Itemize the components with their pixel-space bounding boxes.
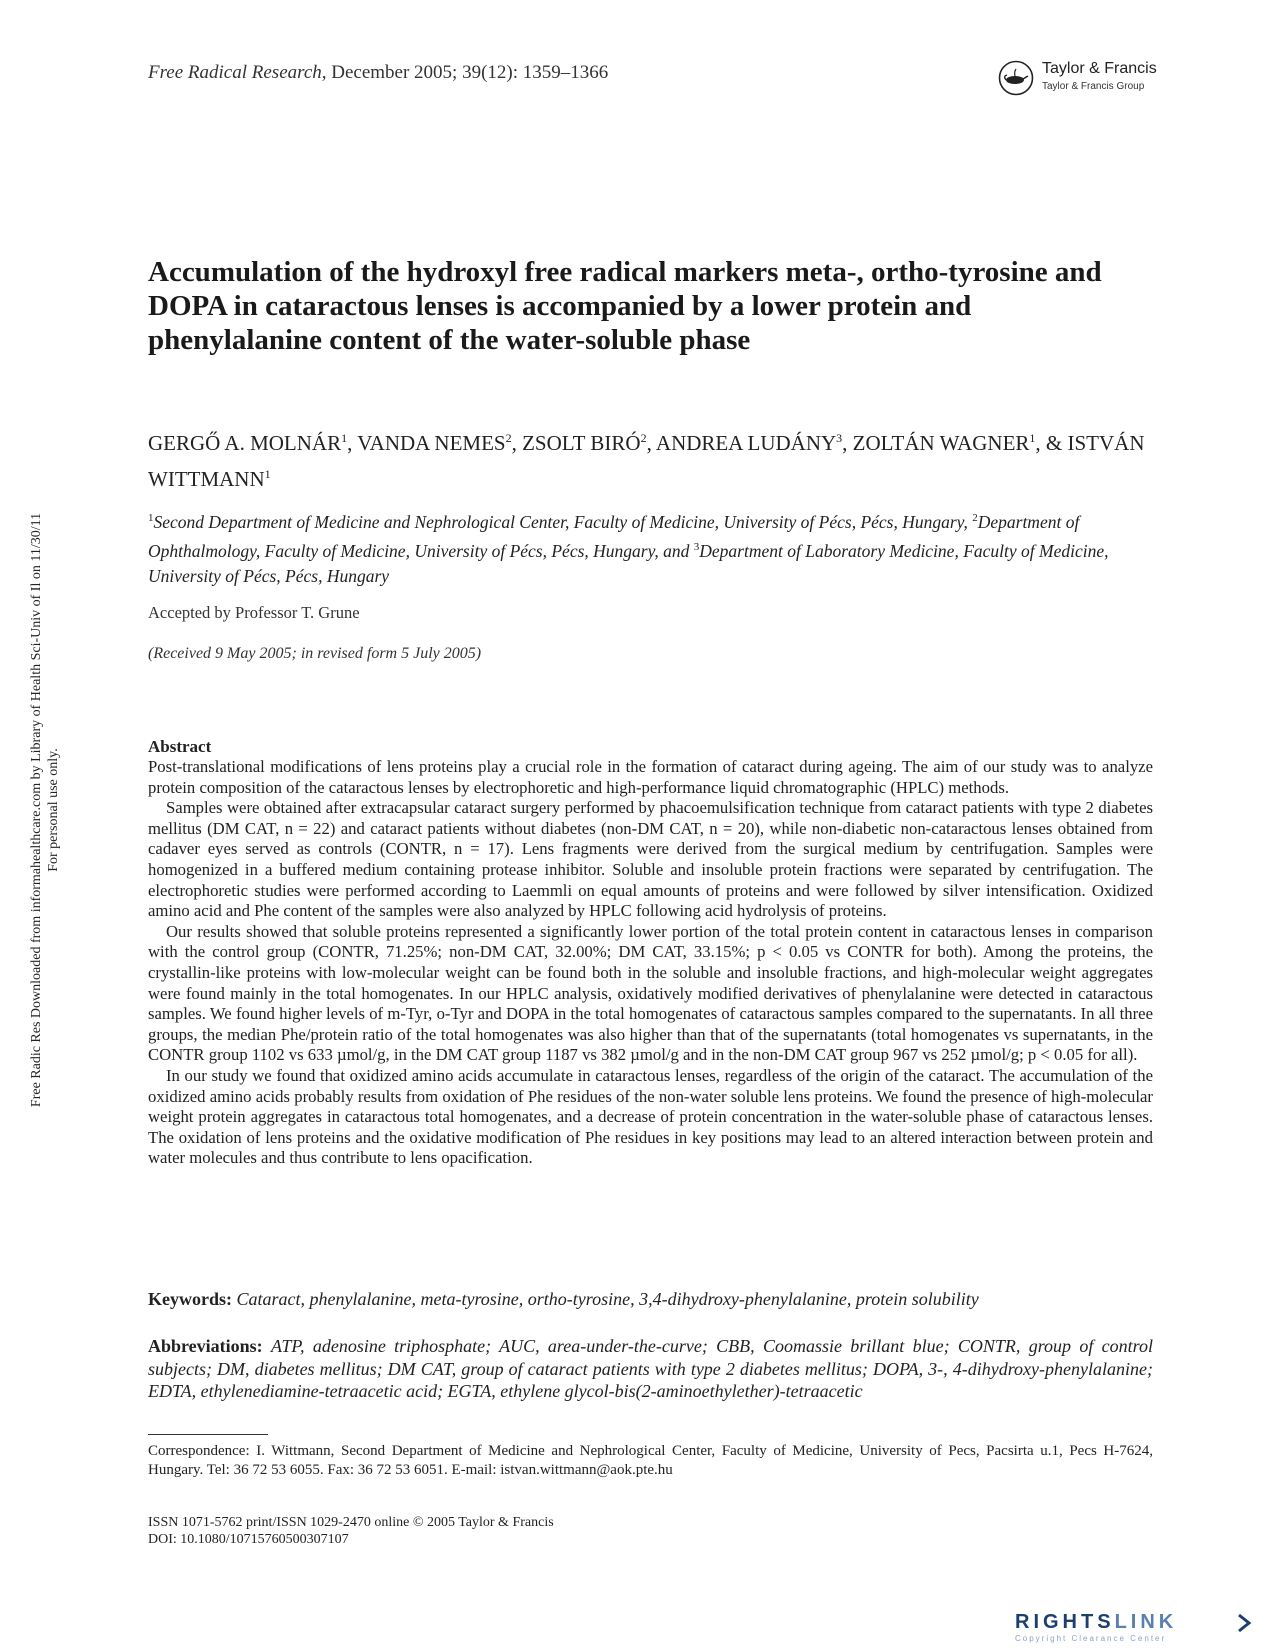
doi-line: DOI: 10.1080/10715760500307107: [148, 1532, 349, 1547]
affiliation-text: Department of Ophthalmology, Faculty of Medicine, University of Pécs, Pécs, Hungary, and: [148, 511, 1080, 561]
article-title: Accumulation of the hydroxyl free radical markers meta-, ortho-tyrosine and DOPA in cataractous lenses is accompanied by a lower protein and phenylalanine content of the water-soluble phase: [148, 256, 1102, 356]
chevron-right-icon: [1235, 1613, 1255, 1633]
keywords-label: Keywords:: [148, 1289, 232, 1309]
author-list: [148, 423, 1158, 495]
affiliation-text: Second Department of Medicine and Nephrological Center, Faculty of Medicine, University of Pécs, Pécs, Hungary,: [153, 511, 973, 532]
running-head: [148, 62, 608, 84]
download-note-line-1: Free Radic Res Downloaded from informahealthcare.com by Library of Health Sci-Univ of Il on 11/30/11: [29, 512, 44, 1108]
affiliation-marker: 3: [693, 540, 700, 553]
correspondence-footnote: Correspondence: I. Wittmann, Second Department of Medicine and Nephrological Center, Faculty of Medicine, University of Pecs, Pacsirta u.1, Pecs H-7624, Hungary. Tel: 36 72 53 6055. Fax: 36 72 53 6051. E-mail: istvan.wittmann@aok.pte.hu: [148, 1443, 1153, 1478]
abbreviations: [148, 1335, 1153, 1403]
abbreviations-label: Abbreviations:: [148, 1336, 263, 1356]
author-name: ZSOLT BIRÓ: [522, 431, 641, 455]
author-affiliation-marker: 2: [640, 431, 647, 445]
author-name: ISTVÁN WITTMANN: [148, 431, 1145, 491]
author-separator: ,: [646, 431, 656, 455]
abbreviations-value: ATP, adenosine triphosphate; AUC, area-under-the-curve; CBB, Coomassie brillant blue; CONTR, group of control subjects; DM, diabetes mellitus; DM CAT, group of cataract patients with type 2 diabetes mellitus; DOPA, 3-, 4-dihydroxy-phenylalanine; EDTA, ethylenediamine-tetraacetic acid; EGTA, ethylene glycol-bis(2-aminoethylether)-tetraacetic: [148, 1336, 1153, 1401]
journal-title: Free Radical Research: [148, 62, 322, 83]
abstract-paragraph: Post-translational modifications of lens proteins play a crucial role in the formation of cataract during ageing. The aim of our study was to analyze protein composition of the cataractous lenses by electrophoretic and high-performance liquid chromatographic (HPLC) methods.: [148, 757, 1153, 797]
issn-line: ISSN 1071-5762 print/ISSN 1029-2470 online © 2005 Taylor & Francis: [148, 1515, 554, 1530]
author-affiliation-marker: 3: [836, 431, 843, 445]
abstract-paragraph: Our results showed that soluble proteins represented a significantly lower portion of the total protein content in cataractous lenses in comparison with the control group (CONTR, 71.25%; non-DM CAT, 32.00%; DM CAT, 33.15%; p < 0.05 vs CONTR for both). Among the proteins, the crystallin-like proteins with low-molecular weight can be found both in the soluble and insoluble fractions, and high-molecular weight aggregates were found mainly in the total homogenates. In our HPLC analysis, oxidatively modified derivatives of phenylalanine were detected in cataractous samples. We found higher levels of m-Tyr, o-Tyr and DOPA in the total homogenates of cataractous samples compared to the supernatants. In all three groups, the median Phe/protein ratio of the total homogenates was also higher than that of the supernatants (total homogenates vs supernatants, in the CONTR group 1102 vs 633 µmol/g, in the DM CAT group 1187 vs 382 µmol/g and in the non-DM CAT group 967 vs 252 µmol/g; p < 0.05 for all).: [148, 921, 1153, 1065]
download-note-line-2: For personal use only.: [46, 748, 61, 872]
author-name: ZOLTÁN WAGNER: [852, 431, 1030, 455]
journal-citation: , December 2005; 39(12): 1359–1366: [321, 62, 609, 83]
affiliation-marker: 1: [148, 512, 154, 524]
author-separator: ,: [842, 431, 853, 455]
rightslink-word-dark: RIGHTS: [1015, 1611, 1115, 1633]
rightslink-logo[interactable]: [1015, 1611, 1255, 1645]
keywords: [148, 1288, 1153, 1310]
taylor-francis-lamp-icon: [998, 60, 1034, 96]
affiliation-marker: 2: [972, 512, 978, 524]
abstract: [148, 737, 1153, 1169]
author-name: ANDREA LUDÁNY: [655, 431, 837, 455]
download-note: [28, 460, 62, 1160]
author-affiliation-marker: 1: [1029, 431, 1036, 445]
keywords-value: Cataract, phenylalanine, meta-tyrosine, ortho-tyrosine, 3,4-dihydroxy-phenylalanine, protein solubility: [236, 1289, 979, 1309]
author-separator: , &: [1035, 431, 1068, 455]
author-separator: ,: [511, 431, 523, 455]
rightslink-wordmark: [1015, 1611, 1177, 1634]
publisher-group: Taylor & Francis Group: [1042, 81, 1145, 92]
abstract-paragraph: Samples were obtained after extracapsular cataract surgery performed by phacoemulsification technique from cataract patients with type 2 diabetes mellitus (DM CAT, n = 22) and cataract patients without diabetes (non-DM CAT, n = 20), while non-diabetic non-cataractous lenses obtained from cadaver eyes served as controls (CONTR, n = 17). Lens fragments were derived from the surgical medium by centrifugation. Samples were homogenized in a buffered medium containing protease inhibitor. Soluble and insoluble protein fractions were separated by centrifugation. The electrophoretic studies were performed according to Laemmli on equal amounts of proteins and were followed by silver intensification. Oxidized amino acid and Phe content of the samples were also analyzed by HPLC following acid hydrolysis of proteins.: [148, 798, 1153, 921]
author-affiliation-marker: 1: [341, 431, 348, 445]
author-separator: ,: [347, 431, 358, 455]
affiliation-text: Department of Laboratory Medicine, Faculty of Medicine, University of Pécs, Pécs, Hungary: [148, 540, 1109, 586]
rightslink-tagline: Copyright Clearance Center: [1015, 1634, 1167, 1643]
issn-doi-block: [148, 1514, 554, 1548]
abstract-heading: Abstract: [148, 737, 212, 756]
author-name: VANDA NEMES: [357, 431, 506, 455]
received-dates: (Received 9 May 2005; in revised form 5 July 2005): [148, 645, 482, 662]
publisher-logo: [998, 58, 1168, 98]
abstract-paragraph: In our study we found that oxidized amino acids accumulate in cataractous lenses, regardless of the origin of the cataract. The accumulation of the oxidized amino acids probably results from oxidation of Phe residues of the non-water soluble lens proteins. We found the presence of high-molecular weight protein aggregates in cataractous total homogenates, and a decrease of protein concentration in the water-soluble phase of cataractous lenses. The oxidation of lens proteins and the oxidative modification of Phe residues in key positions may lead to an altered interaction between protein and water molecules and thus contribute to lens opacification.: [148, 1065, 1153, 1168]
accepted-by: Accepted by Professor T. Grune: [148, 603, 360, 622]
author-name: GERGŐ A. MOLNÁR: [148, 431, 342, 455]
author-affiliation-marker: 2: [505, 431, 512, 445]
affiliations: [148, 506, 1158, 589]
footnote-divider: [148, 1434, 268, 1435]
author-affiliation-marker: 1: [264, 467, 271, 481]
publisher-name: Taylor & Francis: [1042, 60, 1157, 77]
rightslink-word-light: LINK: [1114, 1611, 1178, 1633]
